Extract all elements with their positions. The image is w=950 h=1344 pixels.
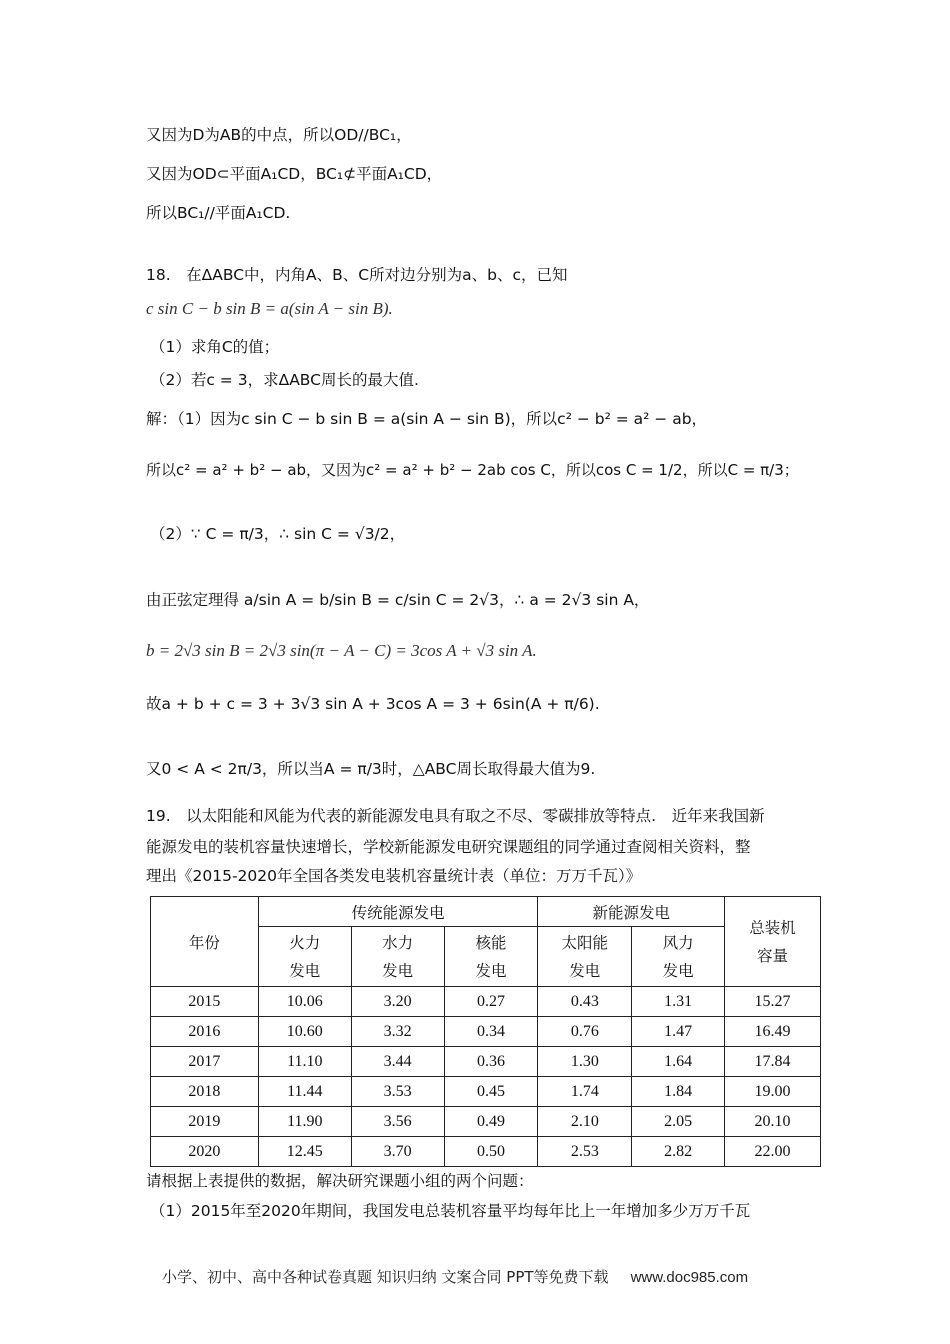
subheader-thermal-2: 发电 xyxy=(289,961,321,980)
q19-stem-2: 能源发电的装机容量快速增长，学校新能源发电研究课题组的同学通过查阅相关资料，整 xyxy=(146,838,751,856)
header-total-line-2: 容量 xyxy=(757,946,789,965)
proof-line-3: 所以BC₁//平面A₁CD. xyxy=(146,204,291,222)
cell-nuclear: 0.50 xyxy=(444,1137,538,1167)
cell-thermal: 10.60 xyxy=(258,1017,351,1047)
cell-hydro: 3.56 xyxy=(351,1107,444,1137)
subheader-wind-1: 风力 xyxy=(662,933,694,952)
subheader-thermal xyxy=(258,927,351,987)
q18-solution-6: 故a + b + c = 3 + 3√3 sin A + 3cos A = 3 + 6sin(A + π/6). xyxy=(146,695,600,713)
cell-year: 2015 xyxy=(151,987,259,1017)
cell-thermal: 10.06 xyxy=(258,987,351,1017)
cell-total: 17.84 xyxy=(725,1047,821,1077)
q18-solution-4: 由正弦定理得 a/sin A = b/sin B = c/sin C = 2√3，∴ a = 2√3 sin A， xyxy=(146,591,650,609)
q18-solution-2: 所以c² = a² + b² − ab，又因为c² = a² + b² − 2ab cos C，所以cos C = 1/2，所以C = π/3； xyxy=(146,461,799,479)
cell-solar: 1.30 xyxy=(538,1047,632,1077)
subheader-solar xyxy=(538,927,632,987)
subheader-nuclear xyxy=(444,927,538,987)
header-traditional-energy: 传统能源发电 xyxy=(258,897,538,927)
subheader-wind-2: 发电 xyxy=(662,961,694,980)
cell-wind: 1.64 xyxy=(632,1047,725,1077)
cell-hydro: 3.20 xyxy=(351,987,444,1017)
cell-thermal: 11.10 xyxy=(258,1047,351,1077)
footer-url[interactable]: www.doc985.com xyxy=(630,1269,749,1286)
cell-wind: 2.05 xyxy=(632,1107,725,1137)
cell-wind: 1.47 xyxy=(632,1017,725,1047)
cell-year: 2017 xyxy=(151,1047,259,1077)
capacity-table xyxy=(150,896,821,1167)
footer-text: 小学、初中、高中各种试卷真题 知识归纳 文案合同 PPT等免费下载 xyxy=(162,1268,609,1286)
cell-hydro: 3.44 xyxy=(351,1047,444,1077)
table-row xyxy=(151,1107,821,1137)
subheader-hydro-2: 发电 xyxy=(382,961,414,980)
subheader-wind xyxy=(632,927,725,987)
table-row xyxy=(151,1017,821,1047)
cell-nuclear: 0.34 xyxy=(444,1017,538,1047)
proof-line-1: 又因为D为AB的中点，所以OD//BC₁， xyxy=(146,126,412,144)
table-row xyxy=(151,1077,821,1107)
subheader-nuclear-2: 发电 xyxy=(475,961,507,980)
page-footer xyxy=(162,1266,748,1287)
cell-solar: 0.76 xyxy=(538,1017,632,1047)
header-total-capacity xyxy=(725,897,821,987)
cell-wind: 1.84 xyxy=(632,1077,725,1107)
q18-solution-7: 又0 < A < 2π/3，所以当A = π/3时，△ABC周长取得最大值为9. xyxy=(146,760,596,778)
cell-nuclear: 0.45 xyxy=(444,1077,538,1107)
cell-year: 2020 xyxy=(151,1137,259,1167)
q18-stem-2: c sin C − b sin B = a(sin A − sin B). xyxy=(146,299,393,318)
cell-solar: 2.53 xyxy=(538,1137,632,1167)
cell-solar: 1.74 xyxy=(538,1077,632,1107)
cell-hydro: 3.70 xyxy=(351,1137,444,1167)
cell-nuclear: 0.27 xyxy=(444,987,538,1017)
cell-thermal: 11.44 xyxy=(258,1077,351,1107)
cell-solar: 2.10 xyxy=(538,1107,632,1137)
q18-stem-1: 18. 在ΔABC中，内角A、B、C所对边分别为a、b、c，已知 xyxy=(146,266,568,284)
cell-hydro: 3.53 xyxy=(351,1077,444,1107)
cell-year: 2016 xyxy=(151,1017,259,1047)
subheader-hydro xyxy=(351,927,444,987)
cell-thermal: 12.45 xyxy=(258,1137,351,1167)
proof-line-2: 又因为OD⊂平面A₁CD，BC₁⊄平面A₁CD， xyxy=(146,165,443,183)
cell-hydro: 3.32 xyxy=(351,1017,444,1047)
cell-total: 15.27 xyxy=(725,987,821,1017)
subheader-nuclear-1: 核能 xyxy=(475,933,507,952)
cell-total: 22.00 xyxy=(725,1137,821,1167)
cell-total: 16.49 xyxy=(725,1017,821,1047)
cell-nuclear: 0.49 xyxy=(444,1107,538,1137)
q18-solution-1: 解：（1）因为c sin C − b sin B = a(sin A − sin B)，所以c² − b² = a² − ab， xyxy=(146,410,708,428)
table-row xyxy=(151,1137,821,1167)
cell-total: 20.10 xyxy=(725,1107,821,1137)
q18-part-2: （2）若c = 3，求ΔABC周长的最大值. xyxy=(150,371,419,389)
header-total-line-1: 总装机 xyxy=(749,918,796,937)
subheader-hydro-1: 水力 xyxy=(382,933,414,952)
cell-nuclear: 0.36 xyxy=(444,1047,538,1077)
q19-instruction: 请根据上表提供的数据，解决研究课题小组的两个问题： xyxy=(146,1172,534,1190)
q19-stem-3: 理出《2015-2020年全国各类发电装机容量统计表（单位：万万千瓦）》 xyxy=(146,867,642,885)
cell-wind: 1.31 xyxy=(632,987,725,1017)
cell-solar: 0.43 xyxy=(538,987,632,1017)
cell-total: 19.00 xyxy=(725,1077,821,1107)
header-year: 年份 xyxy=(151,897,259,987)
q19-question-1: （1）2015年至2020年期间，我国发电总装机容量平均每年比上一年增加多少万万千瓦 xyxy=(150,1202,751,1220)
header-new-energy: 新能源发电 xyxy=(538,897,725,927)
cell-year: 2018 xyxy=(151,1077,259,1107)
q18-solution-3: （2）∵ C = π/3，∴ sin C = √3/2， xyxy=(150,525,406,543)
q18-part-1: （1）求角C的值； xyxy=(150,338,280,356)
table-row xyxy=(151,987,821,1017)
cell-wind: 2.82 xyxy=(632,1137,725,1167)
table-row xyxy=(151,1047,821,1077)
q19-stem-1: 19. 以太阳能和风能为代表的新能源发电具有取之不尽、零碳排放等特点. 近年来我国新 xyxy=(146,807,765,825)
subheader-solar-1: 太阳能 xyxy=(561,933,609,952)
subheader-solar-2: 发电 xyxy=(569,961,601,980)
cell-year: 2019 xyxy=(151,1107,259,1137)
q18-solution-5: b = 2√3 sin B = 2√3 sin(π − A − C) = 3cos A + √3 sin A. xyxy=(146,641,537,660)
subheader-thermal-1: 火力 xyxy=(289,933,321,952)
cell-thermal: 11.90 xyxy=(258,1107,351,1137)
